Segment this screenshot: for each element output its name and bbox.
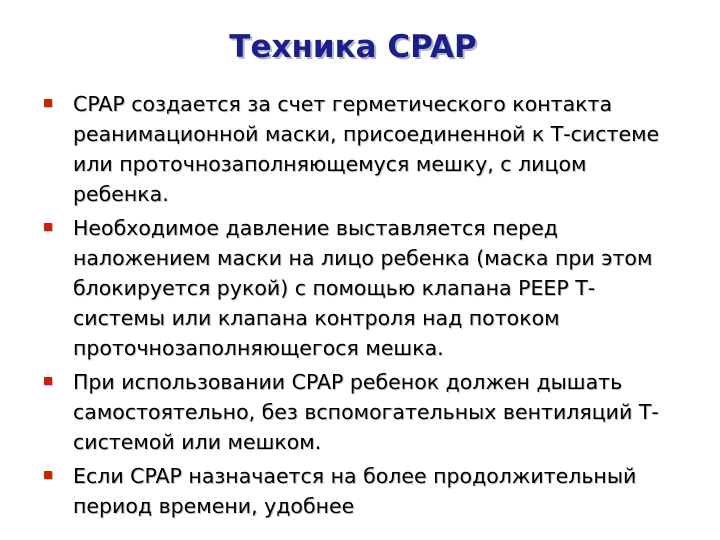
bullet-item [44,89,684,209]
square-bullet-icon [44,99,52,107]
bullet-item [44,213,684,363]
bullet-list [44,89,684,525]
square-bullet-icon [44,471,52,479]
bullet-text: Если CPAP назначается на более продолжительный период времени, удобнее [73,464,637,518]
bullet-text: Необходимое давление выставляется перед наложением маски на лицо ребенка (маска при этом блокируется рукой) с помощью клапана PEEP Т-системы или клапана контроля над потоком проточнозаполняющегося мешка. [73,216,653,360]
slide-title: Техника CPAP [229,29,477,65]
bullet-text: При использовании CPAP ребенок должен дышать самостоятельно, без вспомогательных вентиляций Т-системой или мешком. [73,370,659,454]
square-bullet-icon [44,223,52,231]
bullet-item [44,367,684,457]
bullet-item [44,461,684,521]
square-bullet-icon [44,377,52,385]
bullet-text: CPAP создается за счет герметического контакта реанимационной маски, присоединенной к Т-системе или проточнозаполняющемуся мешку, с лицом ребенка. [73,92,660,206]
